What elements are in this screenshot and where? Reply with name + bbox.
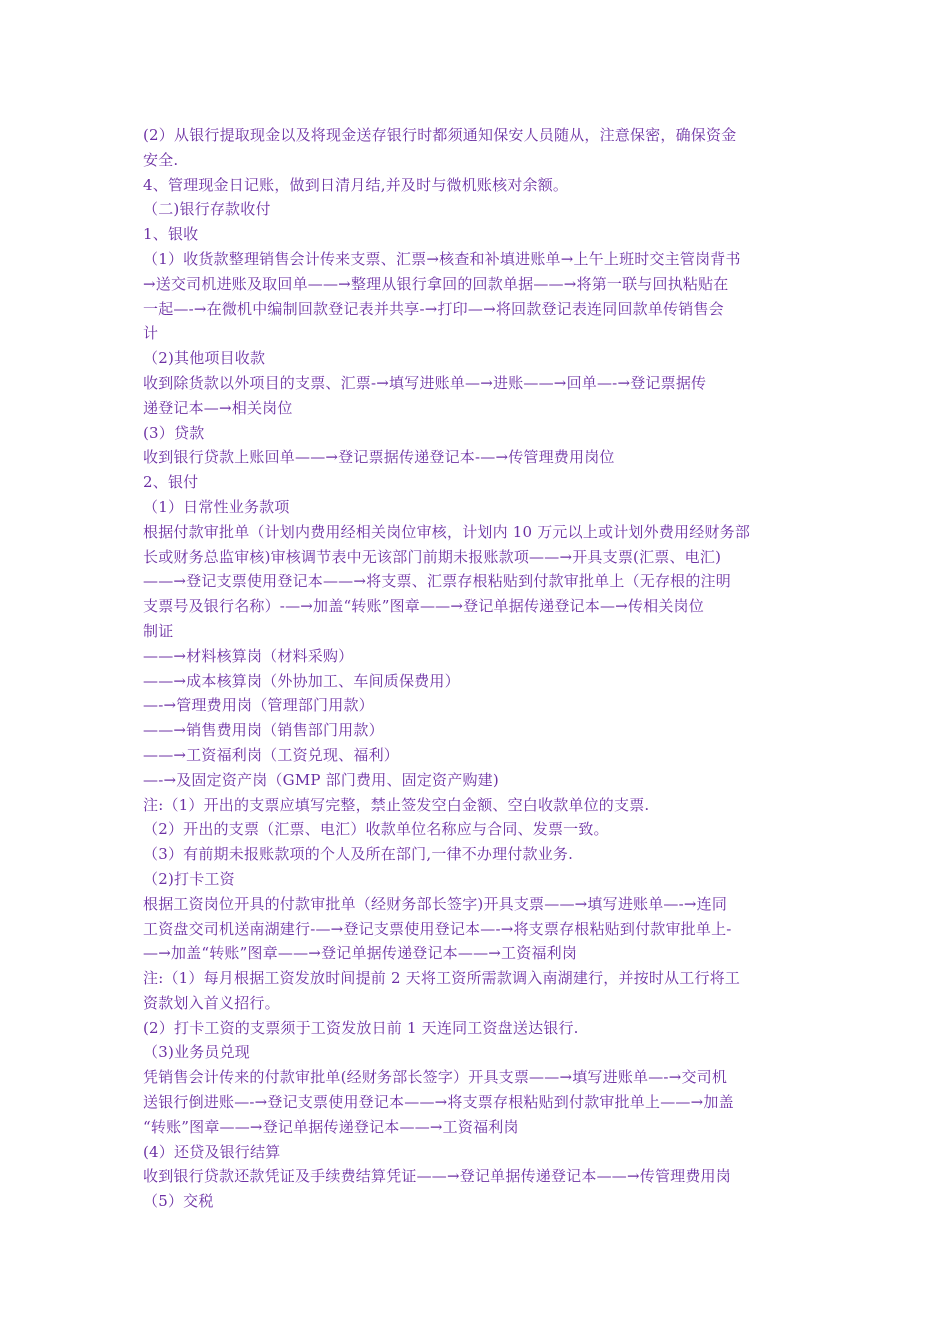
text-line: 安全. [143, 150, 179, 169]
text-line: 工资盘交司机送南湖建行-—→登记支票使用登记本—-→将支票存根粘贴到付款审批单上- [143, 919, 732, 938]
note-line: 注:（1）开出的支票应填写完整，禁止签发空白金额、空白收款单位的支票. [143, 795, 650, 814]
text-line: 递登记本—→相关岗位 [143, 398, 293, 417]
text-line: 支票号及银行名称）-—→加盖“转账”图章——→登记单据传递登记本—→传相关岗位 [143, 597, 704, 616]
text-line: （1）收货款整理销售会计传来支票、汇票→核查和补填进账单→上午上班时交主管岗背书 [143, 249, 741, 268]
note-line: （3）有前期未报账款项的个人及所在部门,一律不办理付款业务. [143, 845, 574, 864]
flow-branch: ——→工资福利岗（工资兑现、福利） [143, 745, 399, 764]
flow-branch: —-→管理费用岗（管理部门用款） [143, 696, 374, 715]
item-heading: （1）日常性业务款项 [143, 497, 290, 516]
text-line: 制证 [143, 621, 174, 640]
text-line: —→加盖“转账”图章——→登记单据传递登记本——→工资福利岗 [143, 944, 578, 963]
flow-branch: ——→材料核算岗（材料采购） [143, 646, 354, 665]
flow-branch: ——→销售费用岗（销售部门用款） [143, 721, 384, 740]
text-line: ——→登记支票使用登记本——→将支票、汇票存根粘贴到付款审批单上（无存根的注明 [143, 572, 731, 591]
text-line: 收到银行贷款上账回单——→登记票据传递登记本-—→传管理费用岗位 [143, 448, 615, 467]
text-line: 根据付款审批单（计划内费用经相关岗位审核，计划内 10 万元以上或计划外费用经财务部 [143, 522, 751, 541]
item-heading: (3）贷款 [143, 423, 205, 442]
section-heading: （二)银行存款收付 [143, 200, 271, 219]
note-line: (2）打卡工资的支票须于工资发放日前 1 天连同工资盘送达银行. [143, 1018, 579, 1037]
note-line: 资款划入首义招行。 [143, 993, 280, 1012]
text-line: (2）从银行提取现金以及将现金送存银行时都须通知保安人员随从，注意保密，确保资金 [143, 126, 737, 144]
document-page [143, 123, 811, 1214]
text-line: 根据工资岗位开具的付款审批单（经财务部长签字)开具支票——→填写进账单—-→连同 [143, 894, 728, 913]
item-heading: （2)打卡工资 [143, 869, 235, 888]
text-line: 收到除货款以外项目的支票、汇票-→填写进账单—→进账——→回单—-→登记票据传 [143, 373, 707, 392]
item-heading: (4）还贷及银行结算 [143, 1142, 281, 1161]
item-heading: （2)其他项目收款 [143, 349, 266, 368]
subsection-heading: 1、银收 [143, 225, 199, 244]
item-heading: （3)业务员兑现 [143, 1043, 250, 1062]
text-line: →送交司机进账及取回单——→整理从银行拿回的回款单据——→将第一联与回执粘贴在 [143, 274, 729, 293]
note-line: （2）开出的支票（汇票、电汇）收款单位名称应与合同、发票一致。 [143, 820, 609, 839]
text-line: 送银行倒进账—-→登记支票使用登记本——→将支票存根粘贴到付款审批单上——→加盖 [143, 1093, 734, 1112]
text-line: 长或财务总监审核)审核调节表中无该部门前期未报账款项——→开具支票(汇票、电汇) [143, 547, 722, 566]
text-line: 4、管理现金日记账，做到日清月结,并及时与微机账核对余额。 [143, 175, 569, 194]
flow-branch: ——→成本核算岗（外协加工、车间质保费用） [143, 671, 460, 690]
text-line: 一起—-→在微机中编制回款登记表并共享-→打印—→将回款登记表连同回款单传销售会 [143, 299, 724, 318]
item-heading: （5）交税 [143, 1192, 214, 1211]
text-line: 凭销售会计传来的付款审批单(经财务部长签字）开具支票——→填写进账单—-→交司机 [143, 1068, 728, 1087]
text-line: “转账”图章——→登记单据传递登记本——→工资福利岗 [143, 1117, 519, 1136]
note-line: 注:（1）每月根据工资发放时间提前 2 天将工资所需款调入南湖建行，并按时从工行将工 [143, 969, 741, 988]
text-line: 收到银行贷款还款凭证及手续费结算凭证——→登记单据传递登记本——→传管理费用岗 [143, 1167, 731, 1186]
flow-branch: —-→及固定资产岗（GMP 部门费用、固定资产购建) [143, 770, 499, 789]
subsection-heading: 2、银付 [143, 473, 199, 492]
text-line: 计 [143, 324, 159, 343]
